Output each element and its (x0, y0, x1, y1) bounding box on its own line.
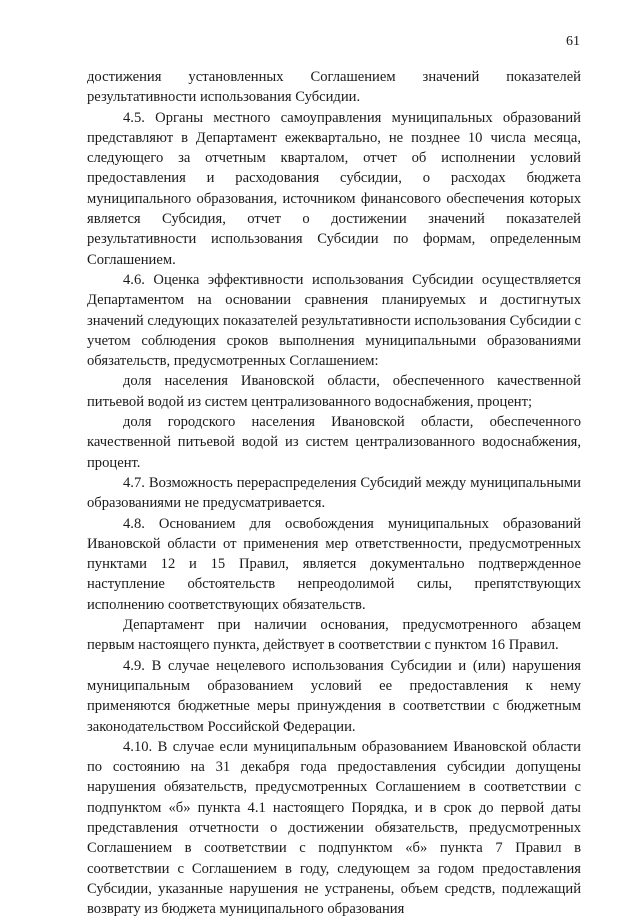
paragraph-continuation: достижения установленных Соглашением значений показателей результативности использования Субсидии. (87, 69, 581, 106)
paragraph-4-8-second: Департамент при наличии основания, предусмотренного абзацем первым настоящего пункта, действует в соответствии с пунктом 16 Правил. (87, 617, 581, 654)
body-text (87, 67, 581, 919)
paragraph-4-5: 4.5. Органы местного самоуправления муниципальных образований представляют в Департамент ежеквартально, не позднее 10 числа месяца, следующего за отчетным кварталом, отчет об исполнении условий предоставления и расходования субсидии, о расходах бюджета муниципального образования, источником финансового обеспечения которых является Субсидия, отчет о достижении значений показателей результативности использования Субсидии по формам, определенным Соглашением. (87, 109, 581, 268)
indicator-item-1: доля населения Ивановской области, обеспеченного качественной питьевой водой из систем централизованного водоснабжения, процент; (87, 373, 581, 410)
paragraph-4-6: 4.6. Оценка эффективности использования Субсидии осуществляется Департаментом на основании сравнения планируемых и достигнутых значений следующих показателей результативности использования Субсидии с учетом соблюдения сроков выполнения муниципальными образованиями обязательств, предусмотренных Соглашением: (87, 271, 582, 370)
indicator-item-2: доля городского населения Ивановской области, обеспеченного качественной питьевой водой из систем централизованного водоснабжения, процент. (87, 414, 581, 471)
paragraph-4-9: 4.9. В случае нецелевого использования Субсидии и (или) нарушения муниципальным образованием условий ее предоставления к нему применяются бюджетные меры принуждения в соответствии с бюджетным законодательством Российской Федерации. (87, 657, 581, 735)
paragraph-4-10: 4.10. В случае если муниципальным образованием Ивановской области по состоянию на 31 декабря года предоставления субсидии допущены нарушения обязательств, предусмотренных Соглашением в соответствии с подпунктом «б» пункта 4.1 настоящего Порядка, и в срок до первой даты представления отчетности о достижении обязательств, предусмотренных Соглашением в соответствии с подпунктом «б» пункта 7 Правил в соответствии с Соглашением в году, следующем за годом предоставления Субсидии, указанные нарушения не устранены, объем средств, подлежащий возврату из бюджета муниципального образования (87, 738, 581, 918)
paragraph-4-8: 4.8. Основанием для освобождения муниципальных образований Ивановской области от применения мер ответственности, предусмотренных пунктами 12 и 15 Правил, является документально подтвержденное наступление обстоятельств непреодолимой силы, препятствующих исполнению соответствующих обязательств. (87, 515, 581, 613)
page-number: 61 (566, 34, 580, 49)
paragraph-4-7: 4.7. Возможность перераспределения Субсидий между муниципальными образованиями не предусматривается. (87, 474, 581, 512)
